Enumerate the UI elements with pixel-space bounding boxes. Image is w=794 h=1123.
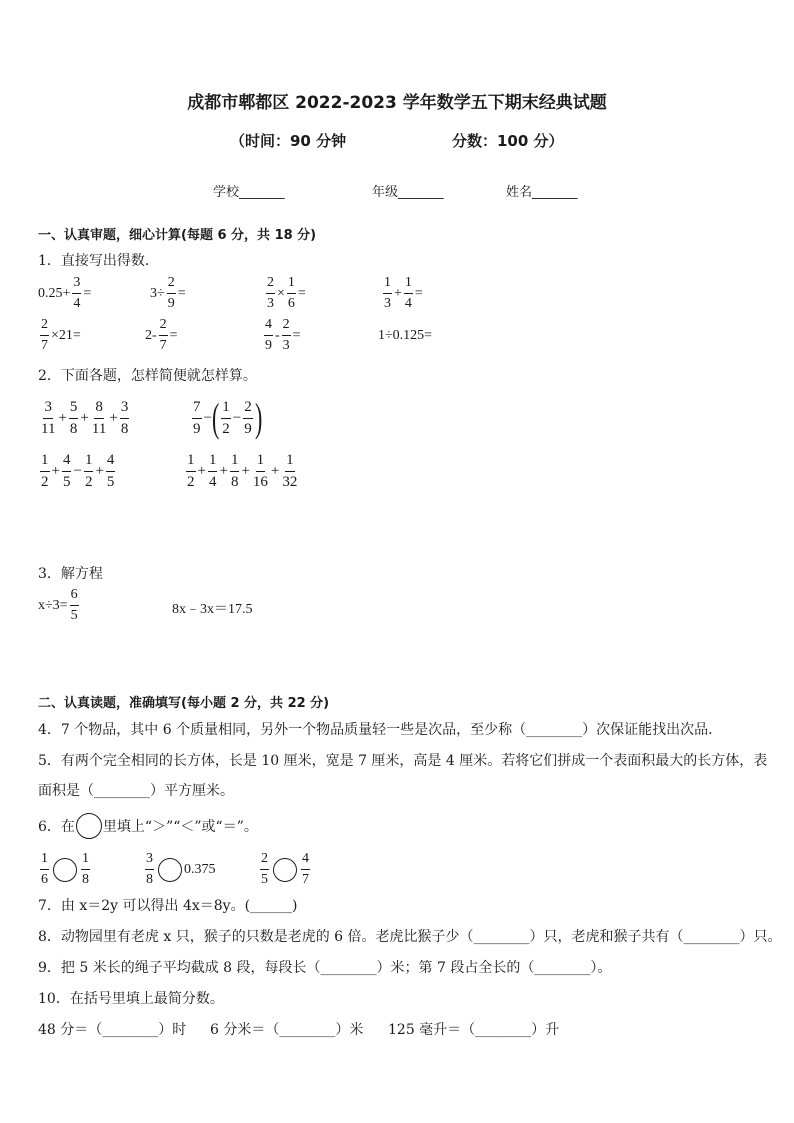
q2e3-d4: 5 <box>106 474 115 490</box>
q1-item-a <box>38 276 91 311</box>
q2e4-n3: 1 <box>230 453 240 472</box>
q2e1-d2: 8 <box>69 421 78 437</box>
q2e4-op2: + <box>219 463 228 479</box>
q1c-num1: 2 <box>266 276 275 294</box>
q3eq1-prefix: x÷3= <box>38 597 68 613</box>
q2e2-d3: 9 <box>244 420 252 437</box>
q2e2-n2: 1 <box>221 400 231 419</box>
q5-text-line1: 5．有两个完全相同的长方体，长是 10 厘米，宽是 7 厘米，高是 4 厘米。若将它们拼成一个表面积最大的长方体，表 <box>38 753 768 769</box>
q6c-d2: 7 <box>302 872 309 887</box>
q2e1-d3: 11 <box>91 421 107 437</box>
q1h-text: 1÷0.125= <box>378 328 433 343</box>
q2-expr-3 <box>38 453 117 490</box>
q2e4-n5: 1 <box>285 453 295 472</box>
q2e2-op1: − <box>203 409 212 426</box>
q2e3-op3: + <box>95 463 104 479</box>
q3eq1-num: 6 <box>70 588 79 606</box>
q2e1-n2: 5 <box>69 400 79 419</box>
q1a-num: 3 <box>72 276 81 294</box>
q3eq2-text: 8x﹣3x＝17.5 <box>172 602 253 617</box>
q1f-prefix: 2- <box>145 327 157 343</box>
q2-expr-1 <box>38 400 131 437</box>
q6-suffix: 里填上“＞”“＜”或“＝”。 <box>102 819 258 835</box>
q2e1-d1: 11 <box>41 421 56 437</box>
q2e4-d3: 8 <box>230 474 239 490</box>
q1c-eq: = <box>297 285 306 301</box>
q6b-d1: 8 <box>146 872 153 887</box>
q1-text: 1．直接写出得数． <box>38 253 159 269</box>
q6-item-a <box>38 852 92 887</box>
q1-item-g <box>262 318 301 353</box>
q6-item-c <box>258 852 312 887</box>
q2e4-op3: + <box>241 463 250 479</box>
q1f-eq: = <box>169 327 178 343</box>
q2e4-d2: 4 <box>208 474 217 490</box>
q2e3-d2: 5 <box>62 474 71 490</box>
q1d-eq: = <box>414 285 423 301</box>
q2e4-d5: 32 <box>282 474 298 490</box>
q3-eq-1 <box>38 588 81 623</box>
q6c-n2: 4 <box>301 852 310 870</box>
q1a-eq: = <box>83 285 92 301</box>
q2e3-n3: 1 <box>84 453 94 472</box>
q1b-prefix: 3÷ <box>150 285 165 301</box>
q1e-num: 2 <box>40 318 49 336</box>
q2e2-n1: 7 <box>192 400 202 419</box>
q2e1-d4: 8 <box>120 421 129 437</box>
q1-item-b <box>150 276 186 311</box>
q2e1-n1: 3 <box>43 400 53 419</box>
q3eq1-den: 5 <box>70 608 78 623</box>
q1c-num2: 1 <box>287 276 296 294</box>
q1d-num2: 1 <box>404 276 413 294</box>
q5-text-line2: 面积是（________）平方厘米。 <box>38 783 234 799</box>
q1e-suffix: ×21= <box>51 327 81 343</box>
q6a-d2: 8 <box>82 872 89 887</box>
q2e1-op1: + <box>58 410 67 426</box>
q1-item-h <box>378 328 432 344</box>
q2e1-op2: + <box>80 410 89 426</box>
q1f-den: 7 <box>159 338 167 353</box>
school-field: 学校_______ <box>213 185 285 200</box>
q1g-eq: = <box>292 327 301 343</box>
q1f-num: 2 <box>159 318 168 336</box>
q2e3-n4: 4 <box>106 453 116 472</box>
q2e2-d2: 2 <box>222 420 230 437</box>
q1c-op: × <box>277 285 285 301</box>
q1-item-f <box>145 318 178 353</box>
page-title: 成都市郫都区 2022-2023 学年数学五下期末经典试题 <box>187 93 607 113</box>
q1d-op: + <box>394 285 402 301</box>
q2e4-n4: 1 <box>256 453 266 472</box>
q6-text <box>38 813 258 839</box>
q4-text: 4．7 个物品，其中 6 个质量相同，另外一个物品质量轻一些是次品，至少称（________）次保证能找出次品. <box>38 722 713 738</box>
exam-time: （时间：90 分钟 <box>230 132 347 150</box>
q10-text: 10．在括号里填上最简分数。 <box>38 991 224 1007</box>
q2e1-n3: 8 <box>94 400 104 419</box>
exam-score: 分数：100 分） <box>452 132 564 150</box>
q10-item-c: 125 毫升＝（________）升 <box>388 1022 560 1038</box>
name-field: 姓名_______ <box>506 185 578 200</box>
section2-heading: 二、认真读题，准确填写(每小题 2 分，共 22 分) <box>38 696 330 711</box>
q1a-prefix: 0.25+ <box>38 285 71 301</box>
q2-expr-4 <box>184 453 300 490</box>
compare-circle[interactable] <box>53 858 77 882</box>
q1d-num1: 1 <box>383 276 392 294</box>
q2e3-op1: + <box>51 463 60 479</box>
q2e3-n2: 4 <box>62 453 72 472</box>
q6-item-b <box>143 852 216 887</box>
q1-item-c <box>264 276 306 311</box>
q6-prefix: 6．在 <box>38 819 75 835</box>
q1g-op: - <box>275 327 280 343</box>
q8-text: 8．动物园里有老虎 x 只，猴子的只数是老虎的 6 倍。老虎比猴子少（________）只，老虎和猴子共有（________）只。 <box>38 929 782 945</box>
q1e-den: 7 <box>41 338 48 353</box>
q1-item-d <box>381 276 423 311</box>
q2e3-op2: − <box>73 463 82 479</box>
blank-circle-icon <box>76 813 102 839</box>
q1c-den1: 3 <box>267 296 274 311</box>
q1a-den: 4 <box>73 296 81 311</box>
q6b-n1: 3 <box>145 852 154 870</box>
q1g-num2: 2 <box>282 318 291 336</box>
section1-heading: 一、认真审题，细心计算(每题 6 分，共 18 分) <box>38 228 317 243</box>
q1-item-e <box>38 318 81 353</box>
q6c-n1: 2 <box>260 852 269 870</box>
q2e4-n2: 1 <box>208 453 218 472</box>
q1d-den1: 3 <box>384 296 391 311</box>
q1g-den2: 3 <box>282 338 290 353</box>
q6a-d1: 6 <box>41 872 48 887</box>
q2-text: 2．下面各题，怎样简便就怎样算。 <box>38 368 257 384</box>
q10-item-b: 6 分米＝（________）米 <box>210 1022 364 1038</box>
q2e3-d3: 2 <box>84 474 93 490</box>
q2e2-rparen: ) <box>254 395 263 440</box>
q3-eq-2 <box>172 598 253 618</box>
q2e3-d1: 2 <box>41 474 49 490</box>
q1b-eq: = <box>177 285 186 301</box>
q1g-num1: 4 <box>264 318 273 336</box>
q7-text: 7．由 x＝2y 可以得出 4x＝8y。(______) <box>38 898 298 914</box>
q2e1-op3: + <box>109 410 118 426</box>
q2e2-lparen: ( <box>211 395 220 440</box>
q1g-den1: 9 <box>265 338 272 353</box>
q2e1-n4: 3 <box>120 400 130 419</box>
q1c-den2: 6 <box>287 296 295 311</box>
grade-field: 年级_______ <box>372 185 444 200</box>
q2e4-op4: + <box>270 463 280 479</box>
q2e2-op2: − <box>232 409 242 426</box>
q6a-n2: 1 <box>81 852 90 870</box>
q2e4-d1: 2 <box>187 474 195 490</box>
compare-circle[interactable] <box>158 858 182 882</box>
q2e4-d4: 16 <box>252 474 268 490</box>
q1d-den2: 4 <box>404 296 412 311</box>
q6b-right: 0.375 <box>184 861 216 877</box>
q2e2-d1: 9 <box>193 420 201 437</box>
q3-text: 3．解方程 <box>38 566 103 582</box>
q2e3-n1: 1 <box>40 453 50 472</box>
q9-text: 9．把 5 米长的绳子平均截成 8 段，每段长（________）米；第 7 段占全长的（________）。 <box>38 960 612 976</box>
q6a-n1: 1 <box>40 852 49 870</box>
q2e2-n3: 2 <box>243 400 253 419</box>
q1b-num: 2 <box>167 276 176 294</box>
q10-item-a: 48 分＝（________）时 <box>38 1022 187 1038</box>
q6c-d1: 5 <box>261 872 268 887</box>
q2-expr-2 <box>190 395 263 440</box>
q2e4-n1: 1 <box>186 453 196 472</box>
q2e4-op1: + <box>197 463 206 479</box>
q1b-den: 9 <box>167 296 175 311</box>
compare-circle[interactable] <box>273 858 297 882</box>
